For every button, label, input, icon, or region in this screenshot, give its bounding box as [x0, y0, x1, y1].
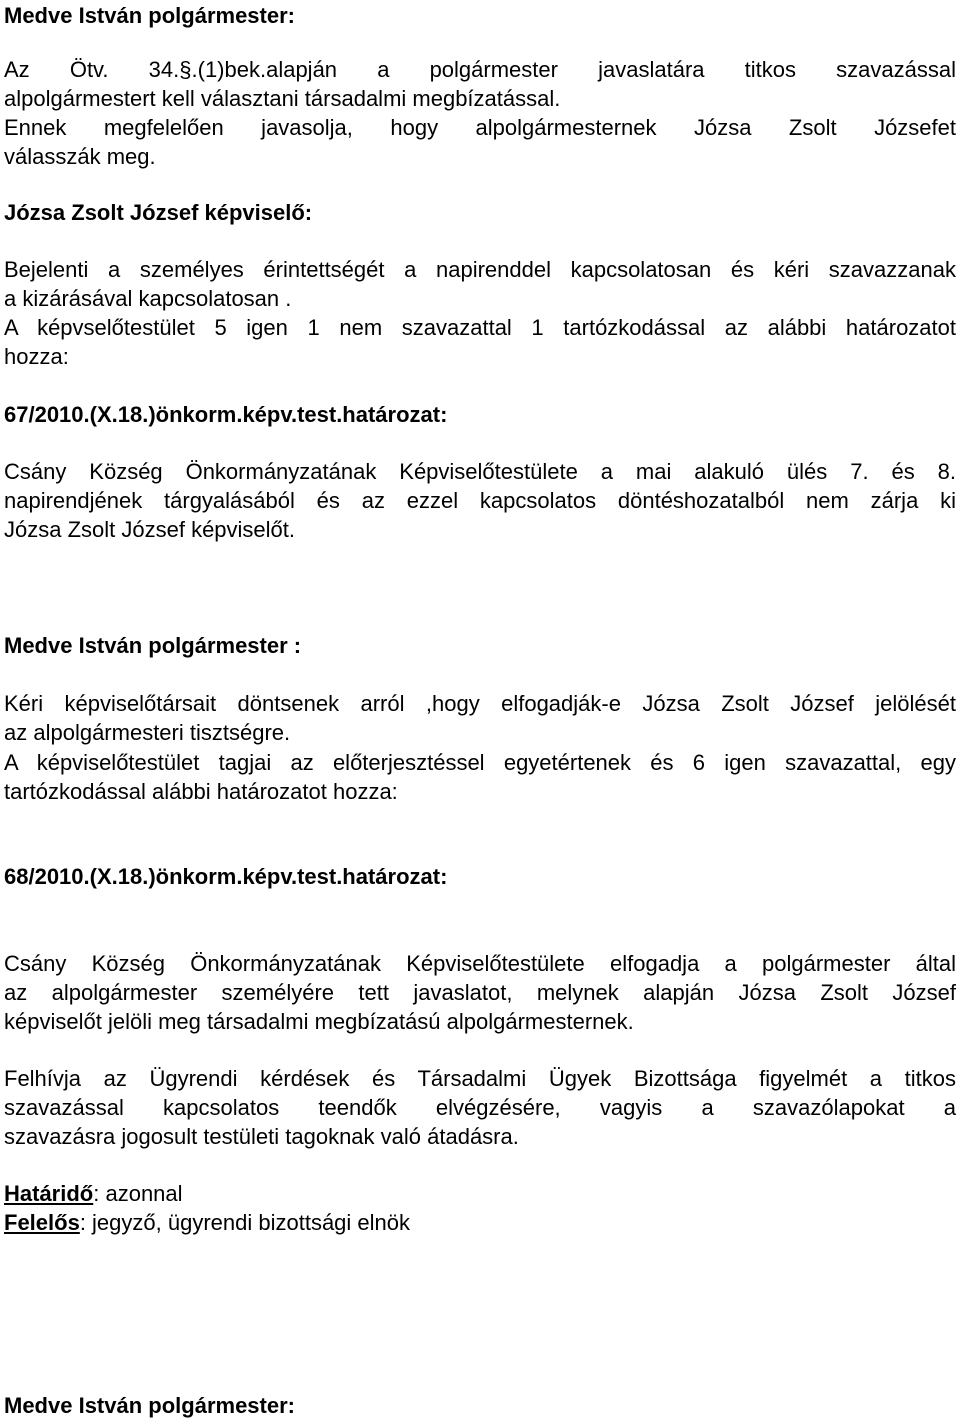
paragraph-line: válasszák meg.: [4, 144, 156, 169]
speaker-heading: Medve István polgármester:: [4, 3, 295, 28]
responsible-label: Felelős: [4, 1210, 80, 1235]
resolution-line: szavazással kapcsolatos teendők elvégzésére, vagyis a szavazólapokat a: [4, 1095, 956, 1120]
paragraph-line: Ennek megfelelően javasolja, hogy alpolgármesternek Józsa Zsolt Józsefet: [4, 115, 956, 140]
resolution-line: Csány Község Önkormányzatának Képviselőtestülete a mai alakuló ülés 7. és 8.: [4, 459, 956, 484]
responsible-row: [4, 1209, 956, 1237]
paragraph-line: alpolgármestert kell választani társadalmi megbízatással.: [4, 86, 561, 111]
deadline-row: [4, 1180, 956, 1208]
paragraph-line: A képviselőtestület tagjai az előterjesztéssel egyetértenek és 6 igen szavazattal, egy: [4, 750, 956, 775]
speaker-heading: Józsa Zsolt József képviselő:: [4, 200, 313, 225]
resolution-line: képviselőt jelöli meg társadalmi megbízatású alpolgármesternek.: [4, 1009, 634, 1034]
deadline-value: : azonnal: [93, 1181, 183, 1206]
paragraph-line: Kéri képviselőtársait döntsenek arról ,hogy elfogadják-e Józsa Zsolt József jelölését: [4, 691, 956, 716]
paragraph-line: az alpolgármesteri tisztségre.: [4, 720, 291, 745]
paragraph-line: a kizárásával kapcsolatosan .: [4, 286, 292, 311]
deadline-label: Határidő: [4, 1181, 94, 1206]
resolution-title: 67/2010.(X.18.)önkorm.képv.test.határozat:: [4, 402, 448, 427]
speaker-heading: Medve István polgármester:: [4, 1393, 295, 1418]
responsible-value: : jegyző, ügyrendi bizottsági elnök: [79, 1210, 411, 1235]
resolution-line: az alpolgármester személyére tett javaslatot, melynek alapján Józsa Zsolt József: [4, 980, 956, 1005]
paragraph-line: hozza:: [4, 344, 69, 369]
resolution-line: szavazásra jogosult testületi tagoknak való átadásra.: [4, 1124, 519, 1149]
paragraph-line: A képvselőtestület 5 igen 1 nem szavazattal 1 tartózkodással az alábbi határozatot: [4, 315, 956, 340]
resolution-title: 68/2010.(X.18.)önkorm.képv.test.határozat:: [4, 864, 448, 889]
speaker-heading: Medve István polgármester :: [4, 633, 302, 658]
paragraph-line: Bejelenti a személyes érintettségét a napirenddel kapcsolatosan és kéri szavazzanak: [4, 257, 956, 282]
paragraph-line: Az Ötv. 34.§.(1)bek.alapján a polgármester javaslatára titkos szavazással: [4, 57, 956, 82]
resolution-line: napirendjének tárgyalásából és az ezzel kapcsolatos döntéshozatalból nem zárja ki: [4, 488, 956, 513]
paragraph-line: tartózkodással alábbi határozatot hozza:: [4, 779, 398, 804]
resolution-line: Felhívja az Ügyrendi kérdések és Társadalmi Ügyek Bizottsága figyelmét a titkos: [4, 1066, 956, 1091]
resolution-line: Csány Község Önkormányzatának Képviselőtestülete elfogadja a polgármester által: [4, 951, 956, 976]
resolution-line: Józsa Zsolt József képviselőt.: [4, 517, 296, 542]
